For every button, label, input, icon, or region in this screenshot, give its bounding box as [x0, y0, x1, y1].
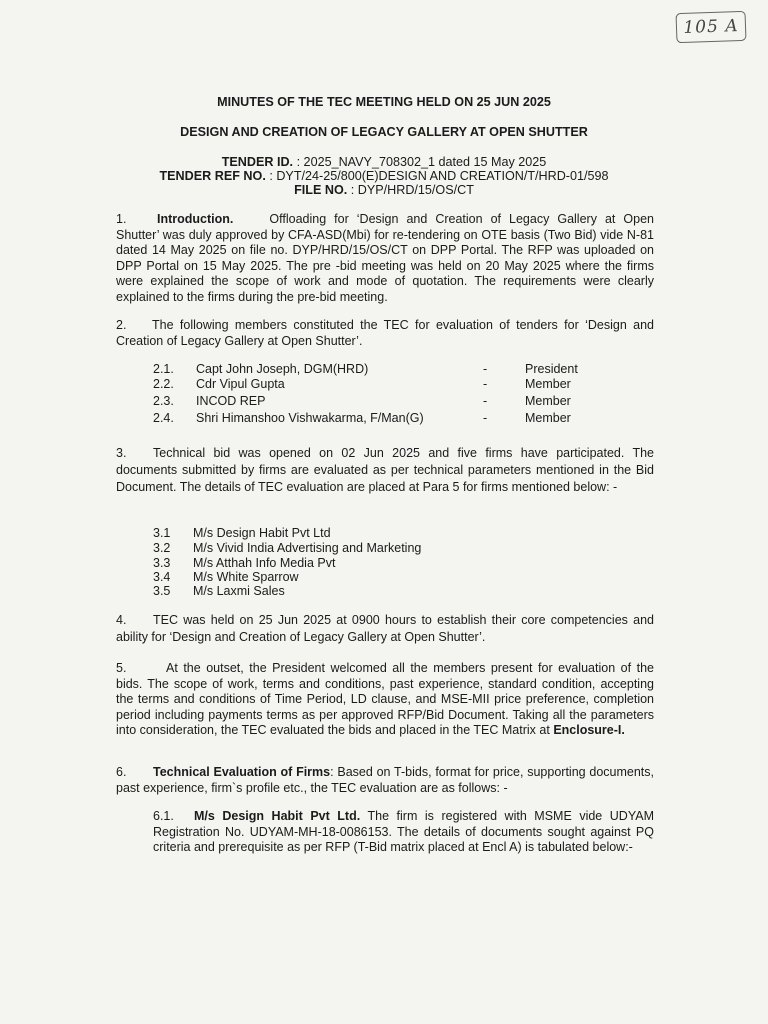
firm-number: 3.4	[153, 570, 171, 584]
member-role: Member	[525, 411, 571, 425]
member-number: 2.2.	[153, 377, 174, 391]
member-name: Cdr Vipul Gupta	[196, 377, 285, 391]
member-role: President	[525, 362, 578, 376]
member-name: Shri Himanshoo Vishwakarma, F/Man(G)	[196, 411, 424, 425]
paragraph-heading: Technical Evaluation of Firms	[153, 765, 331, 779]
member-role: Member	[525, 394, 571, 408]
member-dash: -	[483, 411, 488, 425]
tender-ref-value: : DYT/24-25/800(E)DESIGN AND CREATION/T/HRD-01/598	[269, 169, 609, 183]
file-no-line	[0, 183, 768, 197]
paragraph-4	[116, 612, 654, 646]
paragraph-text: The firm is registered with MSME vide UDYAM Registration No. UDYAM-MH-18-0086153. The details of documents sought against PQ criteria and prerequisite as per RFP (T-Bid matrix placed at Encl A) is tabulated below:-	[153, 809, 654, 855]
paragraph-text: Offloading for ‘Design and Creation of Legacy Gallery at Open Shutter’ was duly approved by CFA-ASD(Mbi) for re-tendering on OTE basis (Two Bid) vide N-81 dated 14 May 2025 on file no. DYP/HRD/15/OS/CT on DPP Portal. The RFP was uploaded on DPP Portal on 15 May 2025. The pre -bid meeting was held on 20 May 2025 where the firms were explained the scope of work and mode of quotation. The requirements were clearly explained to the firms during the pre-bid meeting.	[116, 212, 654, 304]
firm-name: M/s Design Habit Pvt Ltd	[193, 526, 331, 540]
paragraph-5	[116, 661, 654, 739]
member-name: Capt John Joseph, DGM(HRD)	[196, 362, 369, 376]
paragraph-2	[116, 318, 654, 349]
file-no-label: FILE NO.	[294, 183, 348, 197]
document-subject: DESIGN AND CREATION OF LEGACY GALLERY AT OPEN SHUTTER	[180, 125, 588, 139]
paragraph-text: At the outset, the President welcomed all the members present for evaluation of the bids. The scope of work, terms and conditions, past experience, standard condition, accepting the terms and conditions of Time Period, LD clause, and MSE-MII price preference, completion period including payments terms as per approved RFP/Bid Document. Taking all the parameters into consideration, the TEC evaluated the bids and placed in the TEC Matrix at	[116, 661, 654, 738]
paragraph-6	[116, 765, 654, 796]
member-name: INCOD REP	[196, 394, 266, 408]
page-number-stamp: 105 A	[675, 11, 746, 43]
paragraph-heading: Introduction.	[157, 212, 234, 226]
paragraph-number: 6.1.	[153, 809, 174, 823]
paragraph-number: 6.	[116, 765, 127, 779]
member-role: Member	[525, 377, 571, 391]
tender-ref-line	[0, 169, 768, 183]
member-dash: -	[483, 377, 488, 391]
firm-number: 3.2	[153, 541, 171, 555]
tender-id-value: : 2025_NAVY_708302_1 dated 15 May 2025	[296, 155, 547, 169]
firm-name: M/s Laxmi Sales	[193, 584, 285, 598]
firm-number: 3.1	[153, 526, 171, 540]
member-dash: -	[483, 362, 488, 376]
member-number: 2.4.	[153, 411, 174, 425]
paragraph-1	[116, 212, 654, 306]
member-number: 2.1.	[153, 362, 174, 376]
paragraph-6-1	[153, 809, 654, 856]
paragraph-3	[116, 445, 654, 496]
paragraph-number: 3.	[116, 446, 127, 460]
firm-name: M/s Vivid India Advertising and Marketing	[193, 541, 422, 555]
paragraph-number: 4.	[116, 613, 127, 627]
file-no-value: : DYP/HRD/15/OS/CT	[350, 183, 474, 197]
tender-id-label: TENDER ID.	[221, 155, 294, 169]
paragraph-text: Technical bid was opened on 02 Jun 2025 and five firms have participated. The documents submitted by firms are evaluated as per technical parameters mentioned in the Bid Document. The details of TEC evaluation are placed at Para 5 for firms mentioned below: -	[116, 446, 654, 494]
tender-ref-label: TENDER REF NO.	[159, 169, 266, 183]
member-number: 2.3.	[153, 394, 174, 408]
paragraph-number: 5.	[116, 661, 127, 675]
paragraph-number: 1.	[116, 212, 127, 226]
firm-number: 3.3	[153, 556, 171, 570]
paragraph-text: The following members constituted the TEC for evaluation of tenders for ‘Design and Creation of Legacy Gallery at Open Shutter’.	[116, 318, 654, 348]
enclosure-reference: Enclosure-I.	[553, 723, 625, 738]
paragraph-text: TEC was held on 25 Jun 2025 at 0900 hours to establish their core competencies and ability for ‘Design and Creation of Legacy Gallery at Open Shutter’.	[116, 613, 654, 644]
document-title: MINUTES OF THE TEC MEETING HELD ON 25 JUN 2025	[217, 95, 551, 109]
firm-name: M/s White Sparrow	[193, 570, 299, 584]
firm-number: 3.5	[153, 584, 171, 598]
paragraph-heading: M/s Design Habit Pvt Ltd.	[194, 809, 361, 823]
member-dash: -	[483, 394, 488, 408]
tender-id-line	[0, 155, 768, 169]
paragraph-text: : Based on T-bids, format for price, supporting documents, past experience, firm`s profile etc., the TEC evaluation are as follows: -	[116, 765, 654, 795]
firm-name: M/s Atthah Info Media Pvt	[193, 556, 336, 570]
paragraph-number: 2.	[116, 318, 127, 332]
